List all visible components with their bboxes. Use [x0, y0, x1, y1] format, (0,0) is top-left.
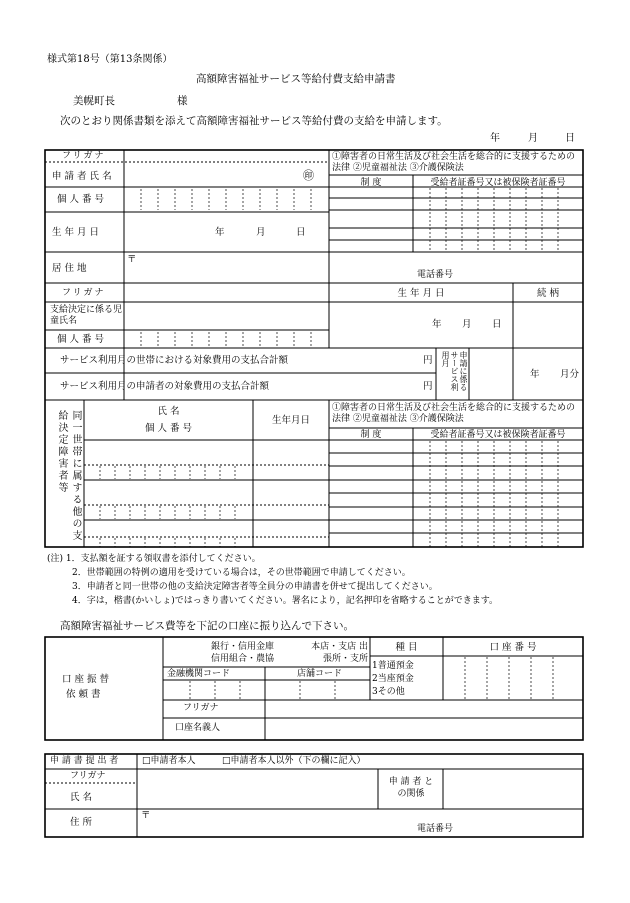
household-name-header: 氏 名 — [157, 406, 180, 417]
household-total-label: サービス利用月の世帯における対象費用の支払合計額 — [60, 355, 289, 366]
applicant-furigana-label: フリガナ — [62, 151, 106, 161]
submitter-self-option[interactable]: □申請者本人 — [142, 756, 196, 766]
postal-mark: 〒 — [127, 254, 137, 265]
birth-day[interactable]: 日 — [296, 227, 306, 238]
branch-code-label: 店舗コード — [297, 669, 343, 679]
date-day[interactable]: 日 — [565, 133, 575, 144]
account-header: 口 座 番 号 — [489, 642, 537, 653]
household-yen: 円 — [423, 355, 433, 366]
bank-furigana-label: フリガナ — [183, 703, 219, 713]
addressee: 美幌町長 — [73, 95, 115, 107]
account-holder-label: 口座名義人 — [175, 723, 221, 733]
submitter-phone-label: 電話番号 — [417, 824, 454, 834]
law-list-1: ①障害者の日常生活及び社会生活を総合的に支援するための法律 ②児童福祉法 ③介護保険法 — [332, 152, 576, 173]
submitter-furigana-label: フリガナ — [70, 771, 106, 781]
cert-header-1: 受給者証番号又は被保険者証番号 — [430, 178, 566, 188]
child-name-label: 支給決定に係る児童氏名 — [50, 305, 123, 326]
household-birth-header: 生年月日 — [271, 415, 310, 426]
phone-label: 電話番号 — [417, 270, 454, 280]
note-1: (注) 1．支払額を証する領収書を添付してください。 — [47, 554, 261, 564]
form-title: 高額障害福祉サービス等給付費支給申請書 — [196, 73, 396, 85]
kind-option-3[interactable]: 3その他 — [372, 687, 405, 697]
child-number-label: 個 人 番 号 — [57, 334, 105, 345]
date-month[interactable]: 月 — [528, 133, 538, 144]
submitter-border — [45, 754, 583, 837]
bank-side-label-2: 依 頼 書 — [66, 689, 101, 700]
bank-side-label-1: 口 座 振 替 — [62, 674, 110, 685]
bank-types: 銀行・信用金庫 信用組合・農協 — [210, 642, 274, 664]
relation-header: 続 柄 — [536, 288, 560, 299]
applicant-birth-label: 生 年 月 日 — [52, 227, 100, 238]
service-month-label: 申請に係るサービス利用月 — [441, 351, 468, 391]
note-2: 2．世帯範囲の特例の適用を受けている場合は，その世帯範囲で申請してください。 — [72, 568, 411, 578]
bank-code-label: 金融機関コード — [167, 669, 231, 679]
submitter-label: 申 請 書 提 出 者 — [50, 756, 119, 766]
cert-header-2: 受給者証番号又は被保険者証番号 — [430, 430, 566, 440]
system-header-1: 制 度 — [360, 178, 382, 188]
branch-types: 本店・支店 出張所・支所 — [311, 642, 368, 664]
note-4: 4．字は，楷書(かいしょ)ではっきり書いてください。署名により，記名押印を省略することができます。 — [72, 596, 499, 606]
system-header-2: 制 度 — [360, 430, 382, 440]
submitter-postal-mark: 〒 — [141, 810, 151, 821]
child-birth-header: 生 年 月 日 — [397, 288, 445, 299]
applicant-total-label: サービス利用月の申請者の対象費用の支払合計額 — [60, 381, 270, 392]
form-number: 様式第18号（第13条関係） — [47, 54, 173, 65]
applicant-name-input[interactable] — [124, 162, 299, 186]
submitter-address-label: 住 所 — [70, 817, 93, 828]
seal-mark: ㊞ — [303, 169, 314, 182]
household-side-label: 同一世帯に属する他の支給決定障害者等 — [56, 410, 81, 542]
kind-option-2[interactable]: 2当座預金 — [372, 674, 414, 684]
household-number-header: 個 人 番 号 — [144, 423, 193, 434]
child-birth-month[interactable]: 月 — [462, 319, 472, 330]
service-month[interactable]: 月分 — [560, 369, 580, 380]
kind-header: 種 目 — [395, 642, 418, 653]
note-3: 3．申請者と同一世帯の他の支給決定障害者等全員分の申請書を併せて提出してください。 — [72, 582, 438, 592]
submitter-other-option[interactable]: □申請者本人以外（下の欄に記入） — [222, 756, 366, 766]
child-furigana-label: フリガナ — [62, 288, 106, 298]
applicant-number-label: 個 人 番 号 — [57, 194, 105, 205]
intro-text: 次のとおり関係書類を添えて高額障害福祉サービス等給付費の支給を申請します。 — [60, 115, 448, 127]
child-birth-day[interactable]: 日 — [492, 319, 502, 330]
law-list-2: ①障害者の日常生活及び社会生活を総合的に支援するための法律 ②児童福祉法 ③介護保険法 — [332, 403, 576, 424]
applicant-name-label: 申 請 者 氏 名 — [52, 171, 112, 182]
address-label: 居 住 地 — [52, 263, 87, 274]
birth-month[interactable]: 月 — [256, 227, 266, 238]
bank-heading: 高額障害福祉サービス費等を下記の口座に振り込んで下さい。 — [60, 620, 354, 632]
applicant-yen: 円 — [423, 381, 433, 392]
service-year[interactable]: 年 — [530, 369, 540, 380]
addressee-suffix: 様 — [177, 95, 188, 107]
child-birth-year[interactable]: 年 — [432, 319, 442, 330]
birth-year[interactable]: 年 — [215, 227, 225, 238]
submitter-relation-label: 申 請 者 との関係 — [388, 777, 434, 799]
submitter-name-label: 氏 名 — [70, 792, 93, 803]
kind-option-1[interactable]: 1普通預金 — [372, 661, 414, 671]
date-year[interactable]: 年 — [490, 133, 500, 144]
